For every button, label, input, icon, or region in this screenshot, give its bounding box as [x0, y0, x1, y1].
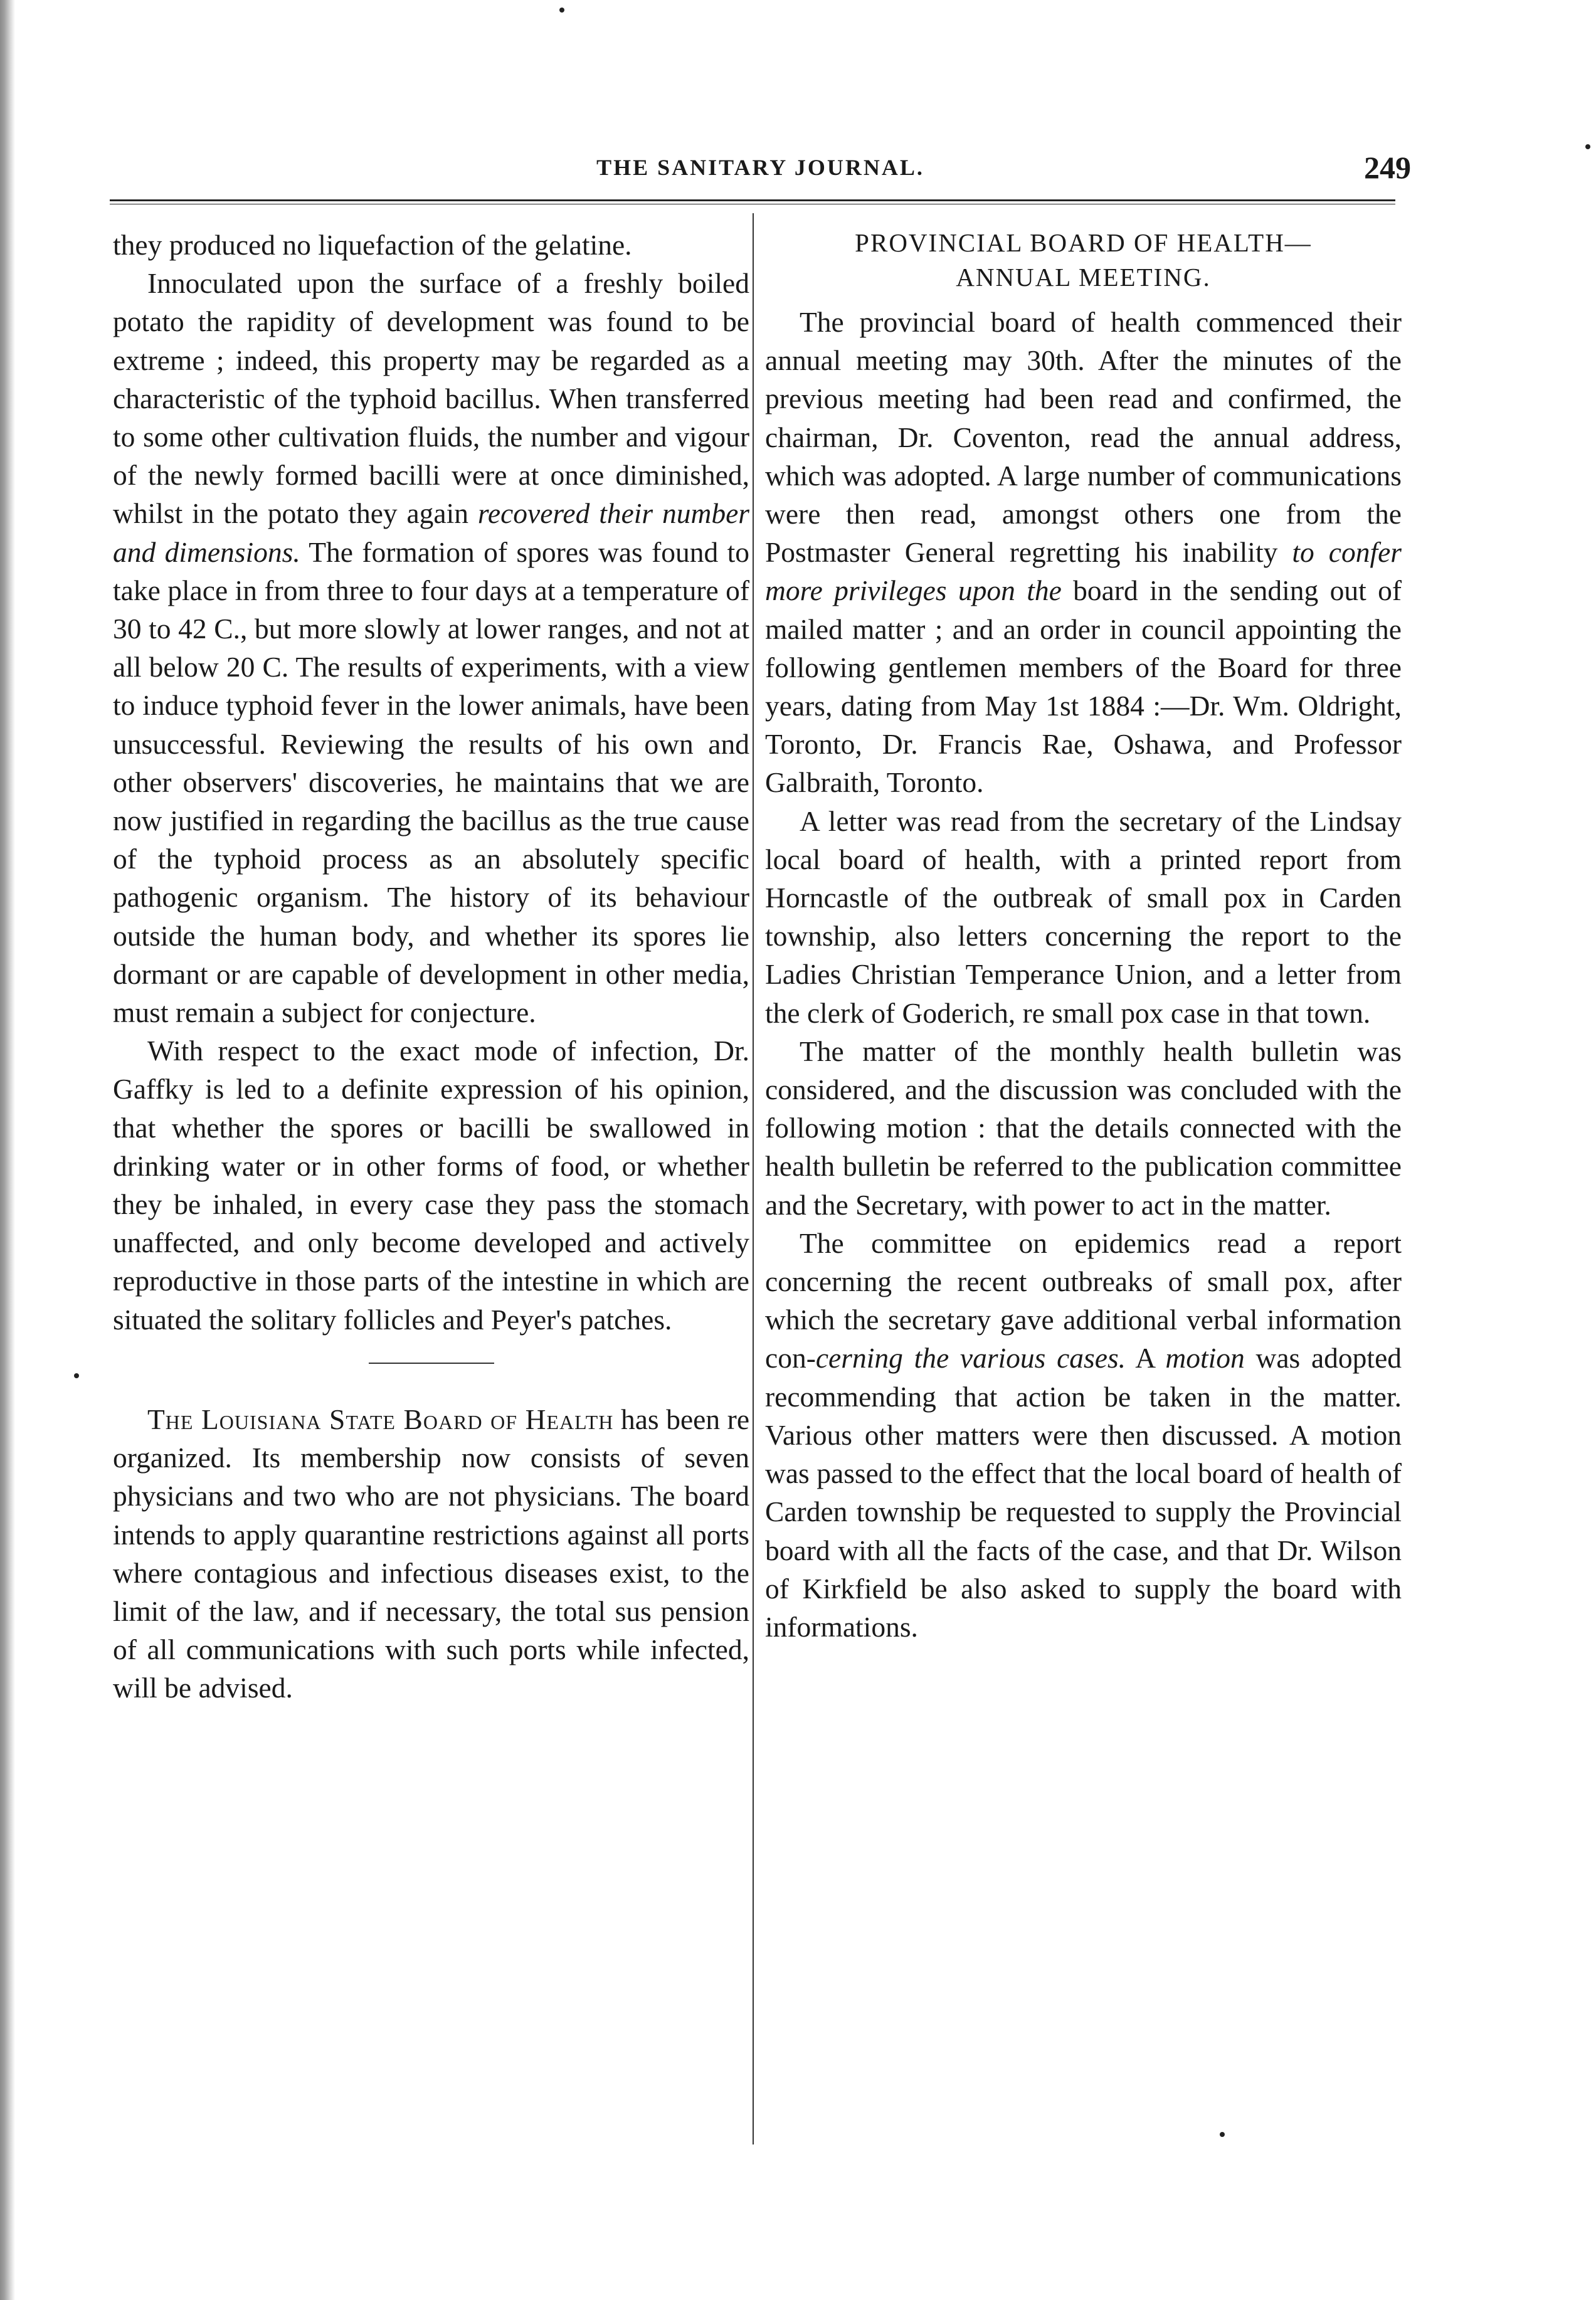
header-rule	[110, 199, 1395, 204]
paragraph: they produced no liquefaction of the gelatine.	[113, 229, 632, 261]
ink-speck	[559, 8, 564, 13]
scan-binding-shadow	[0, 0, 15, 2300]
right-column	[765, 226, 1402, 2138]
paragraph-text: The provincial board of health commenced their annual meeting may 30th. After the minutes of the previous meeting had been read and confirmed, the chairman, Dr. Coventon, read the annual address, which was adopted. A large number of communications were then read, amongst others one from the Postmaster General regretting his inability	[765, 306, 1402, 569]
page-header	[110, 149, 1411, 193]
paragraph-text: has been re organized. Its membership now consists of seven physicians and two who are not physicians. The board intends to apply quarantine restrictions against all ports where contagious and infectious diseases exist, to the limit of the law, and if necessary, the total sus pension of all communications with such ports while infected, will be advised.	[113, 1403, 749, 1704]
left-column	[113, 226, 749, 2138]
paragraph	[113, 264, 749, 1031]
italic-phrase: cerning the various cases.	[815, 1342, 1126, 1374]
paragraph	[765, 1224, 1402, 1646]
paragraph: A letter was read from the secretary of the Lindsay local board of health, with a printed report from Horncastle of the outbreak of small pox in Carden township, also letters concerning the report to the Ladies Christian Temperance Union, and a letter from the clerk of Goderich, re small pox case in that town.	[765, 804, 1402, 1029]
paragraph-text: The committee on epidemics read a report concerning the recent outbreaks of small pox, after which the secretary gave additional verbal information con-	[765, 1226, 1402, 1374]
paragraph-text: was adopted recommending that action be taken in the matter. Various other matters were then discussed. A motion was passed to the effect that the local board of health of Carden township be requested to supply the Provincial board with all the facts of the case, and that Dr. Wilson of Kirkfield be also asked to supply the board with informations.	[765, 1342, 1402, 1643]
italic-phrase: motion	[1165, 1342, 1245, 1374]
paragraph-text: Innoculated upon the surface of a freshly boiled potato the rapidity of development was found to be extreme ; indeed, this property may be regarded as a characteristic of the typhoid bacillus. When transferred to some other cultivation fluids, the number and vigour of the newly formed bacilli were at once diminished, whilst in the potato they again	[113, 267, 749, 530]
paragraph: The matter of the monthly health bulletin was considered, and the discussion was concluded with the following motion : that the details connected with the health bulletin be referred to the publication committee and the Secretary, with power to act in the matter.	[765, 1035, 1402, 1221]
article-title-line: ANNUAL MEETING.	[956, 263, 1211, 292]
article-title	[765, 226, 1402, 295]
ink-speck	[1585, 144, 1590, 149]
paragraph-text: A	[1135, 1342, 1155, 1374]
paragraph	[765, 303, 1402, 802]
paragraph: With respect to the exact mode of infection, Dr. Gaffky is led to a definite expression of his opinion, that whether the spores or bacilli be swallowed in drinking water or in other forms of food, or whether they be inhaled, in every case they pass the stomach unaffected, and only become developed and actively reproductive in those parts of the intestine in which are situated the solitary follicles and Peyer's patches.	[113, 1035, 749, 1336]
ink-speck	[74, 1373, 79, 1378]
paragraph	[113, 1400, 749, 1707]
paragraph-text: board in the sending out of mailed matter ; and an order in council appointing the following gentlemen members of the Board for three years, dating from May 1st 1884 :—Dr. Wm. Oldright, Toronto, Dr. Francis Rae, Oshawa, and Professor Galbraith, Toronto.	[765, 574, 1402, 799]
article-lead: The Louisiana State Board of Health	[147, 1403, 614, 1435]
italic-phrase: to confer more privileges upon the	[765, 536, 1402, 607]
running-head: THE SANITARY JOURNAL.	[596, 155, 924, 180]
italic-phrase: recovered their number and dimensions.	[113, 497, 749, 568]
section-separator	[369, 1363, 494, 1364]
page-number: 249	[1364, 150, 1411, 185]
article-title-line: PROVINCIAL BOARD OF HEALTH—	[855, 228, 1312, 257]
column-divider	[753, 213, 754, 2144]
paragraph-text: The formation of spores was found to take place in from three to four days at a temperature of 30 to 42 C., but more slowly at lower ranges, and not at all below 20 C. The results of experiments, with a view to induce typhoid fever in the lower animals, have been unsuccessful. Reviewing the results of his own and other observers' discoveries, he maintains that we are now justified in regarding the bacillus as the true cause of the typhoid process as an absolutely specific pathogenic organism. The history of its behaviour outside the human body, and whether its spores lie dormant or are capable of development in other media, must remain a subject for conjecture.	[113, 535, 749, 1029]
